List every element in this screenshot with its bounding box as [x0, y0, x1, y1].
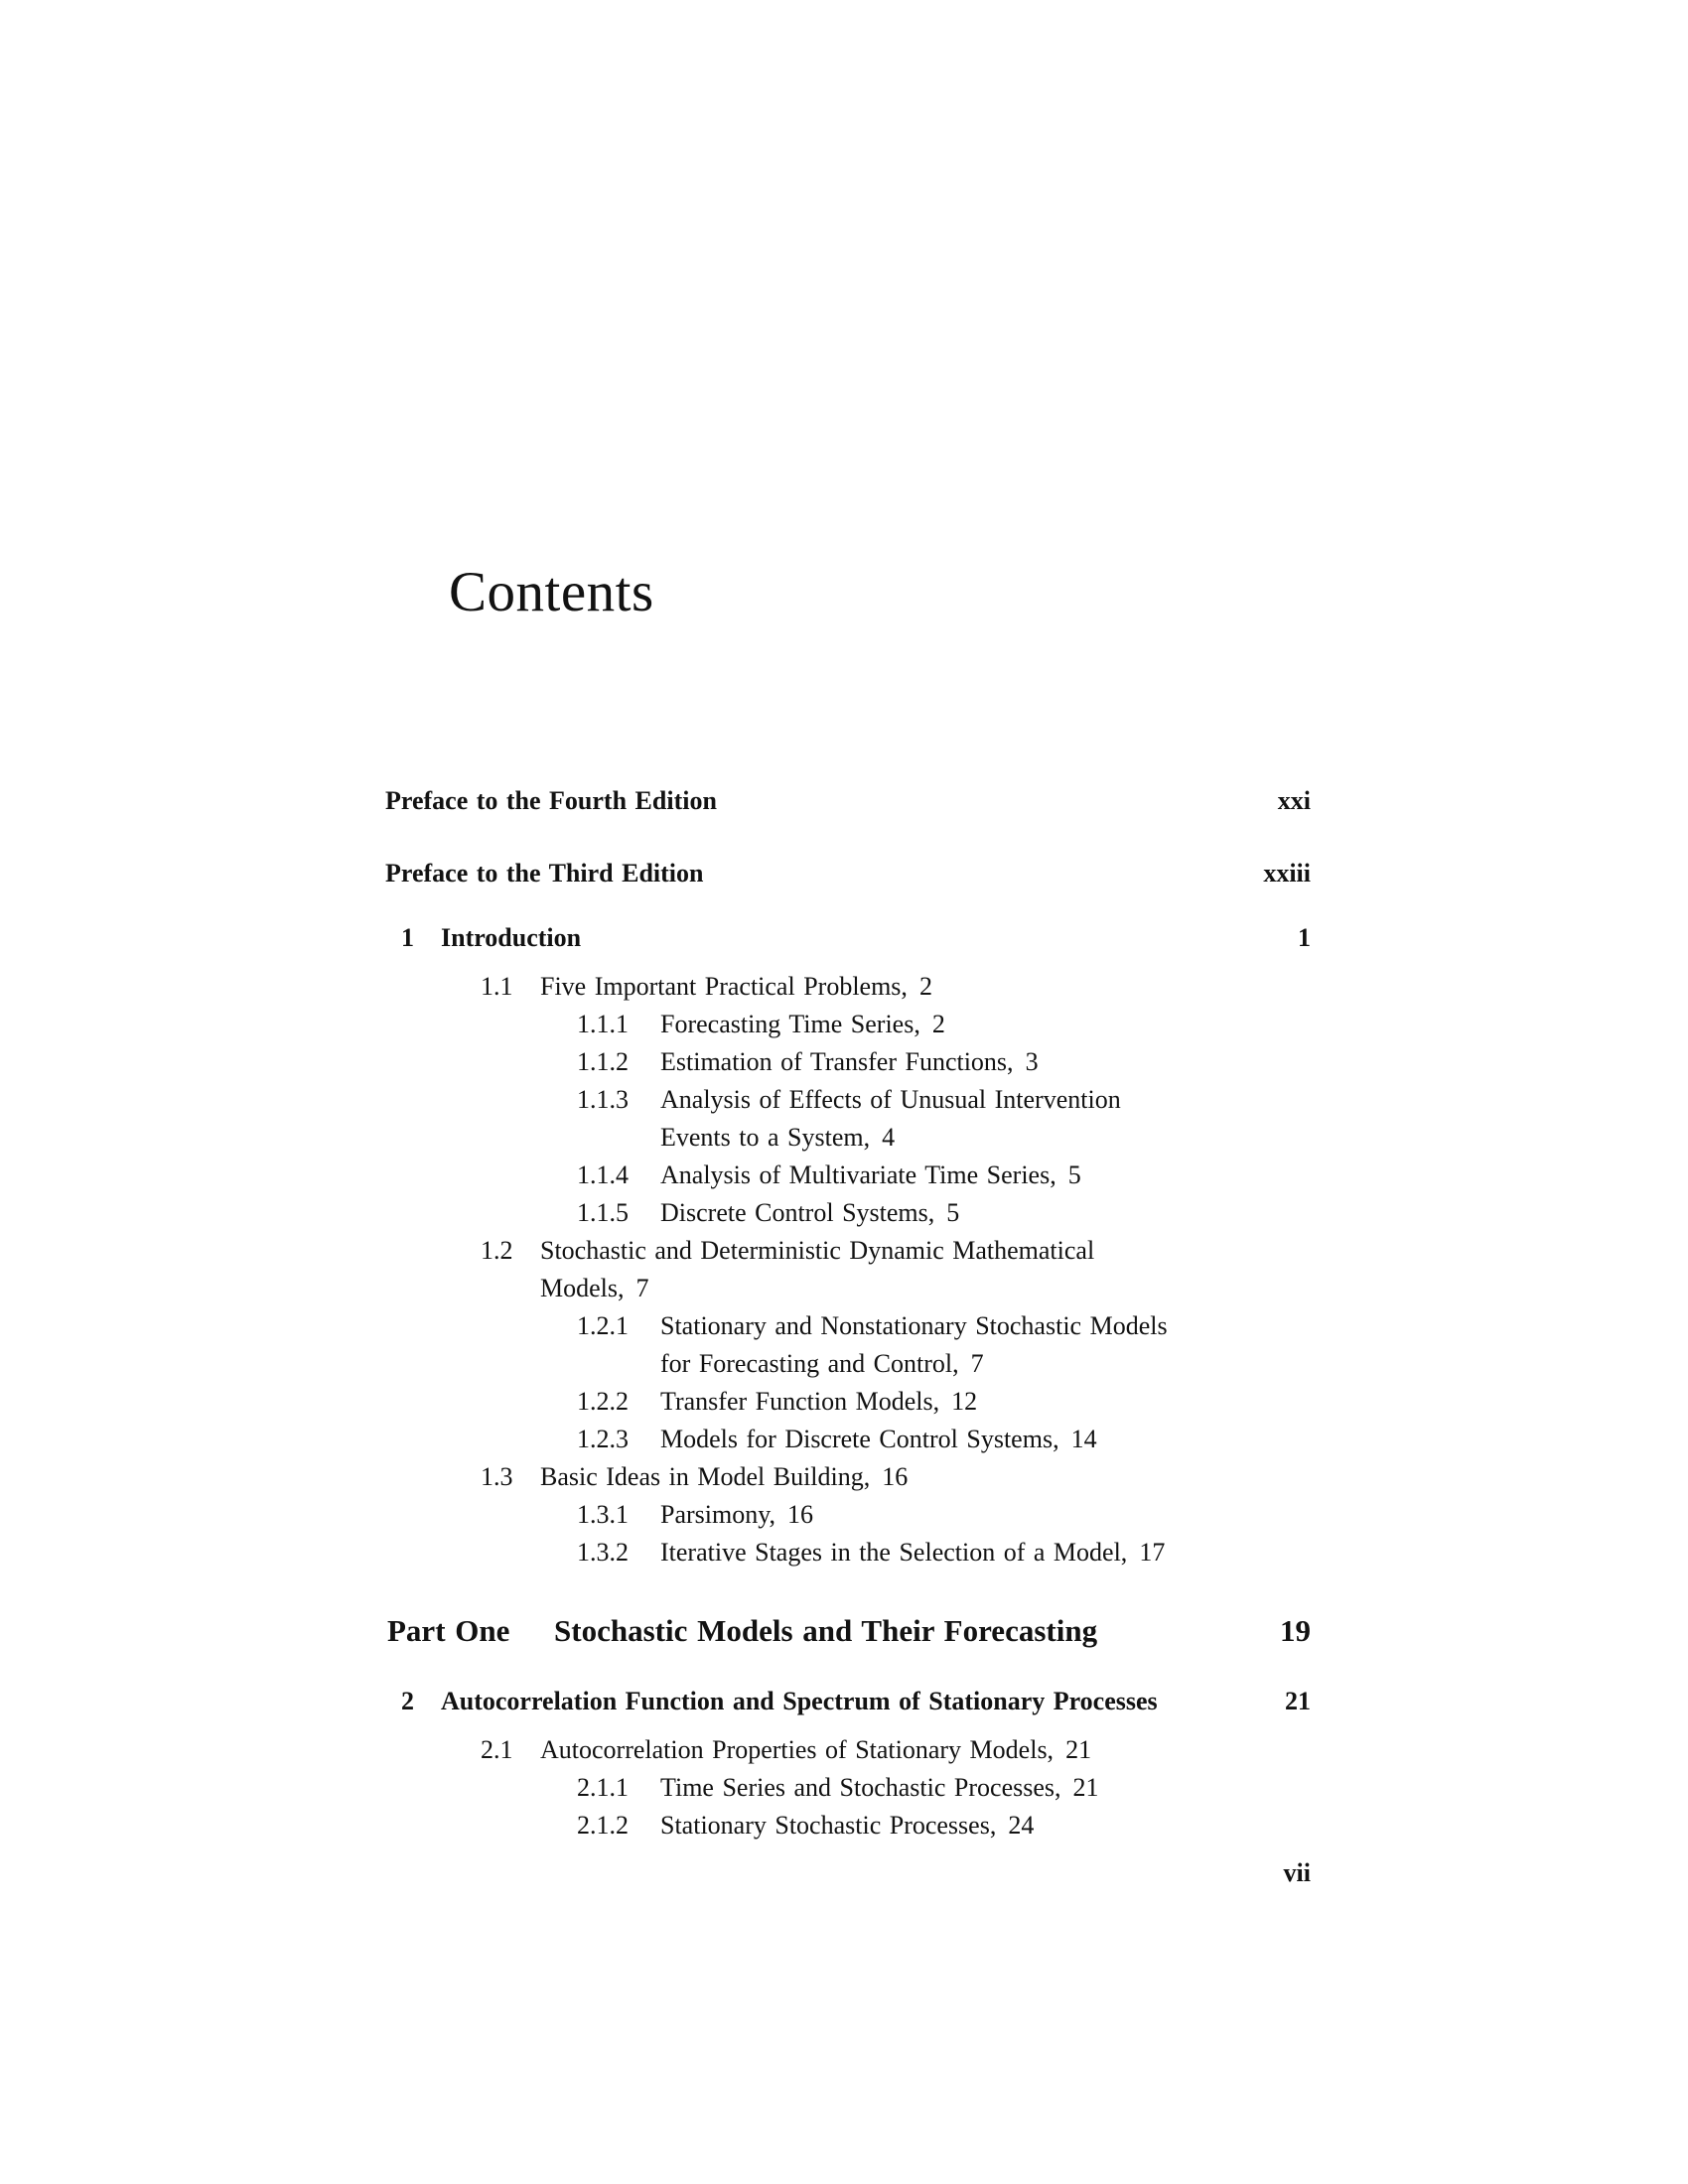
toc-entry-number: 1.2.1: [577, 1311, 629, 1340]
toc-entry-number: 2: [401, 1687, 414, 1715]
toc-entry-page: 7: [635, 1274, 649, 1302]
toc-entry-label: Parsimony,: [660, 1500, 776, 1529]
toc-entry: [385, 1081, 1311, 1119]
toc-entry: [385, 855, 1311, 892]
toc-entry-page: 1: [1298, 923, 1311, 952]
toc-entry-label: for Forecasting and Control,: [660, 1349, 959, 1378]
toc-entry: [385, 1534, 1311, 1571]
toc-entry: [385, 1157, 1311, 1194]
toc-entry: [385, 1458, 1311, 1496]
toc-entry-number: 1.1.5: [577, 1198, 629, 1227]
toc-entry-number: 2.1.1: [577, 1773, 629, 1802]
folio-page-number: vii: [1283, 1858, 1311, 1887]
toc-entry-page: 5: [1067, 1160, 1081, 1189]
toc-entry-number: Part One: [387, 1613, 510, 1648]
toc-entry: [385, 1232, 1311, 1270]
toc-entry-label: Analysis of Multivariate Time Series,: [660, 1160, 1056, 1189]
toc-entry-label: Introduction: [441, 923, 582, 952]
toc-entry-label: Iterative Stages in the Selection of a Model,: [660, 1538, 1128, 1567]
toc-entry-page: 24: [1008, 1811, 1035, 1840]
toc-entry-label: Five Important Practical Problems,: [540, 972, 908, 1001]
toc-entry-label: Time Series and Stochastic Processes,: [660, 1773, 1061, 1802]
toc-entry-label: Autocorrelation Function and Spectrum of Stationary Processes: [441, 1687, 1158, 1715]
toc-entry-label: Events to a System,: [660, 1123, 871, 1152]
toc-entry-number: 1: [401, 923, 414, 952]
toc-entry: [385, 1731, 1311, 1769]
toc-entry: [385, 1043, 1311, 1081]
toc-entry: [385, 1496, 1311, 1534]
toc-entry-label: Stochastic and Deterministic Dynamic Mathematical: [540, 1236, 1095, 1265]
toc-entry: [385, 1119, 1311, 1157]
toc-entry-label: Autocorrelation Properties of Stationary Models,: [540, 1735, 1055, 1764]
toc-entry-label: Preface to the Third Edition: [385, 859, 704, 887]
toc-entry-page: 17: [1139, 1538, 1166, 1567]
toc-entry: [385, 1383, 1311, 1421]
toc-entry-page: 7: [970, 1349, 984, 1378]
toc-entry-label: Models,: [540, 1274, 625, 1302]
toc-entry: [385, 1807, 1311, 1844]
toc-entry-number: 2.1: [481, 1735, 513, 1764]
toc-entry-label: Stationary Stochastic Processes,: [660, 1811, 997, 1840]
toc-entry-page: 16: [787, 1500, 814, 1529]
toc-entry-label: Analysis of Effects of Unusual Intervention: [660, 1085, 1121, 1114]
toc-entry: [385, 1769, 1311, 1807]
toc-entry-page: 19: [1280, 1613, 1311, 1648]
toc-entry-page: 21: [1285, 1687, 1311, 1715]
toc-entry-number: 1.1.4: [577, 1160, 629, 1189]
toc-entry-page: xxiii: [1263, 859, 1311, 887]
toc-entry: [385, 1683, 1311, 1720]
toc-entry-page: 16: [882, 1462, 909, 1491]
toc-entry-label: Transfer Function Models,: [660, 1387, 940, 1416]
toc-entry: [385, 1609, 1311, 1653]
toc-entry-number: 1.1.2: [577, 1047, 629, 1076]
toc-entry-page: 5: [946, 1198, 960, 1227]
toc-entry-number: 1.1: [481, 972, 513, 1001]
toc-entry-number: 2.1.2: [577, 1811, 629, 1840]
toc-entry: [385, 1307, 1311, 1345]
toc-entry-number: 1.1.3: [577, 1085, 629, 1114]
toc-entry-number: 1.2: [481, 1236, 513, 1265]
toc-entry-label: Discrete Control Systems,: [660, 1198, 935, 1227]
table-of-contents: [385, 782, 1311, 1844]
toc-entry: [385, 1006, 1311, 1043]
toc-entry: [385, 919, 1311, 957]
toc-entry-page: 2: [931, 1010, 945, 1038]
toc-entry-number: 1.2.3: [577, 1425, 629, 1453]
toc-entry-label: Models for Discrete Control Systems,: [660, 1425, 1059, 1453]
toc-entry-page: 2: [918, 972, 932, 1001]
toc-entry-number: 1.3.2: [577, 1538, 629, 1567]
toc-entry: [385, 1270, 1311, 1307]
toc-entry-label: Estimation of Transfer Functions,: [660, 1047, 1014, 1076]
toc-entry-number: 1.3: [481, 1462, 513, 1491]
page-title: Contents: [449, 561, 654, 623]
toc-entry-label: Stochastic Models and Their Forecasting: [554, 1613, 1098, 1648]
toc-entry-page: xxi: [1277, 786, 1311, 815]
toc-entry: [385, 1421, 1311, 1458]
toc-entry-number: 1.2.2: [577, 1387, 629, 1416]
toc-entry-label: Stationary and Nonstationary Stochastic Models: [660, 1311, 1168, 1340]
toc-entry: [385, 1345, 1311, 1383]
toc-entry-number: 1.3.1: [577, 1500, 629, 1529]
toc-entry-label: Basic Ideas in Model Building,: [540, 1462, 871, 1491]
toc-entry-number: 1.1.1: [577, 1010, 629, 1038]
toc-entry-page: 4: [882, 1123, 896, 1152]
toc-entry-label: Preface to the Fourth Edition: [385, 786, 717, 815]
toc-entry-label: Forecasting Time Series,: [660, 1010, 920, 1038]
toc-entry-page: 21: [1072, 1773, 1099, 1802]
toc-entry-page: 12: [951, 1387, 978, 1416]
toc-entry-page: 21: [1065, 1735, 1092, 1764]
toc-entry: [385, 782, 1311, 820]
toc-entry: [385, 968, 1311, 1006]
toc-entry-page: 14: [1070, 1425, 1097, 1453]
toc-rows: [385, 782, 1311, 1844]
toc-entry-page: 3: [1025, 1047, 1039, 1076]
toc-entry: [385, 1194, 1311, 1232]
